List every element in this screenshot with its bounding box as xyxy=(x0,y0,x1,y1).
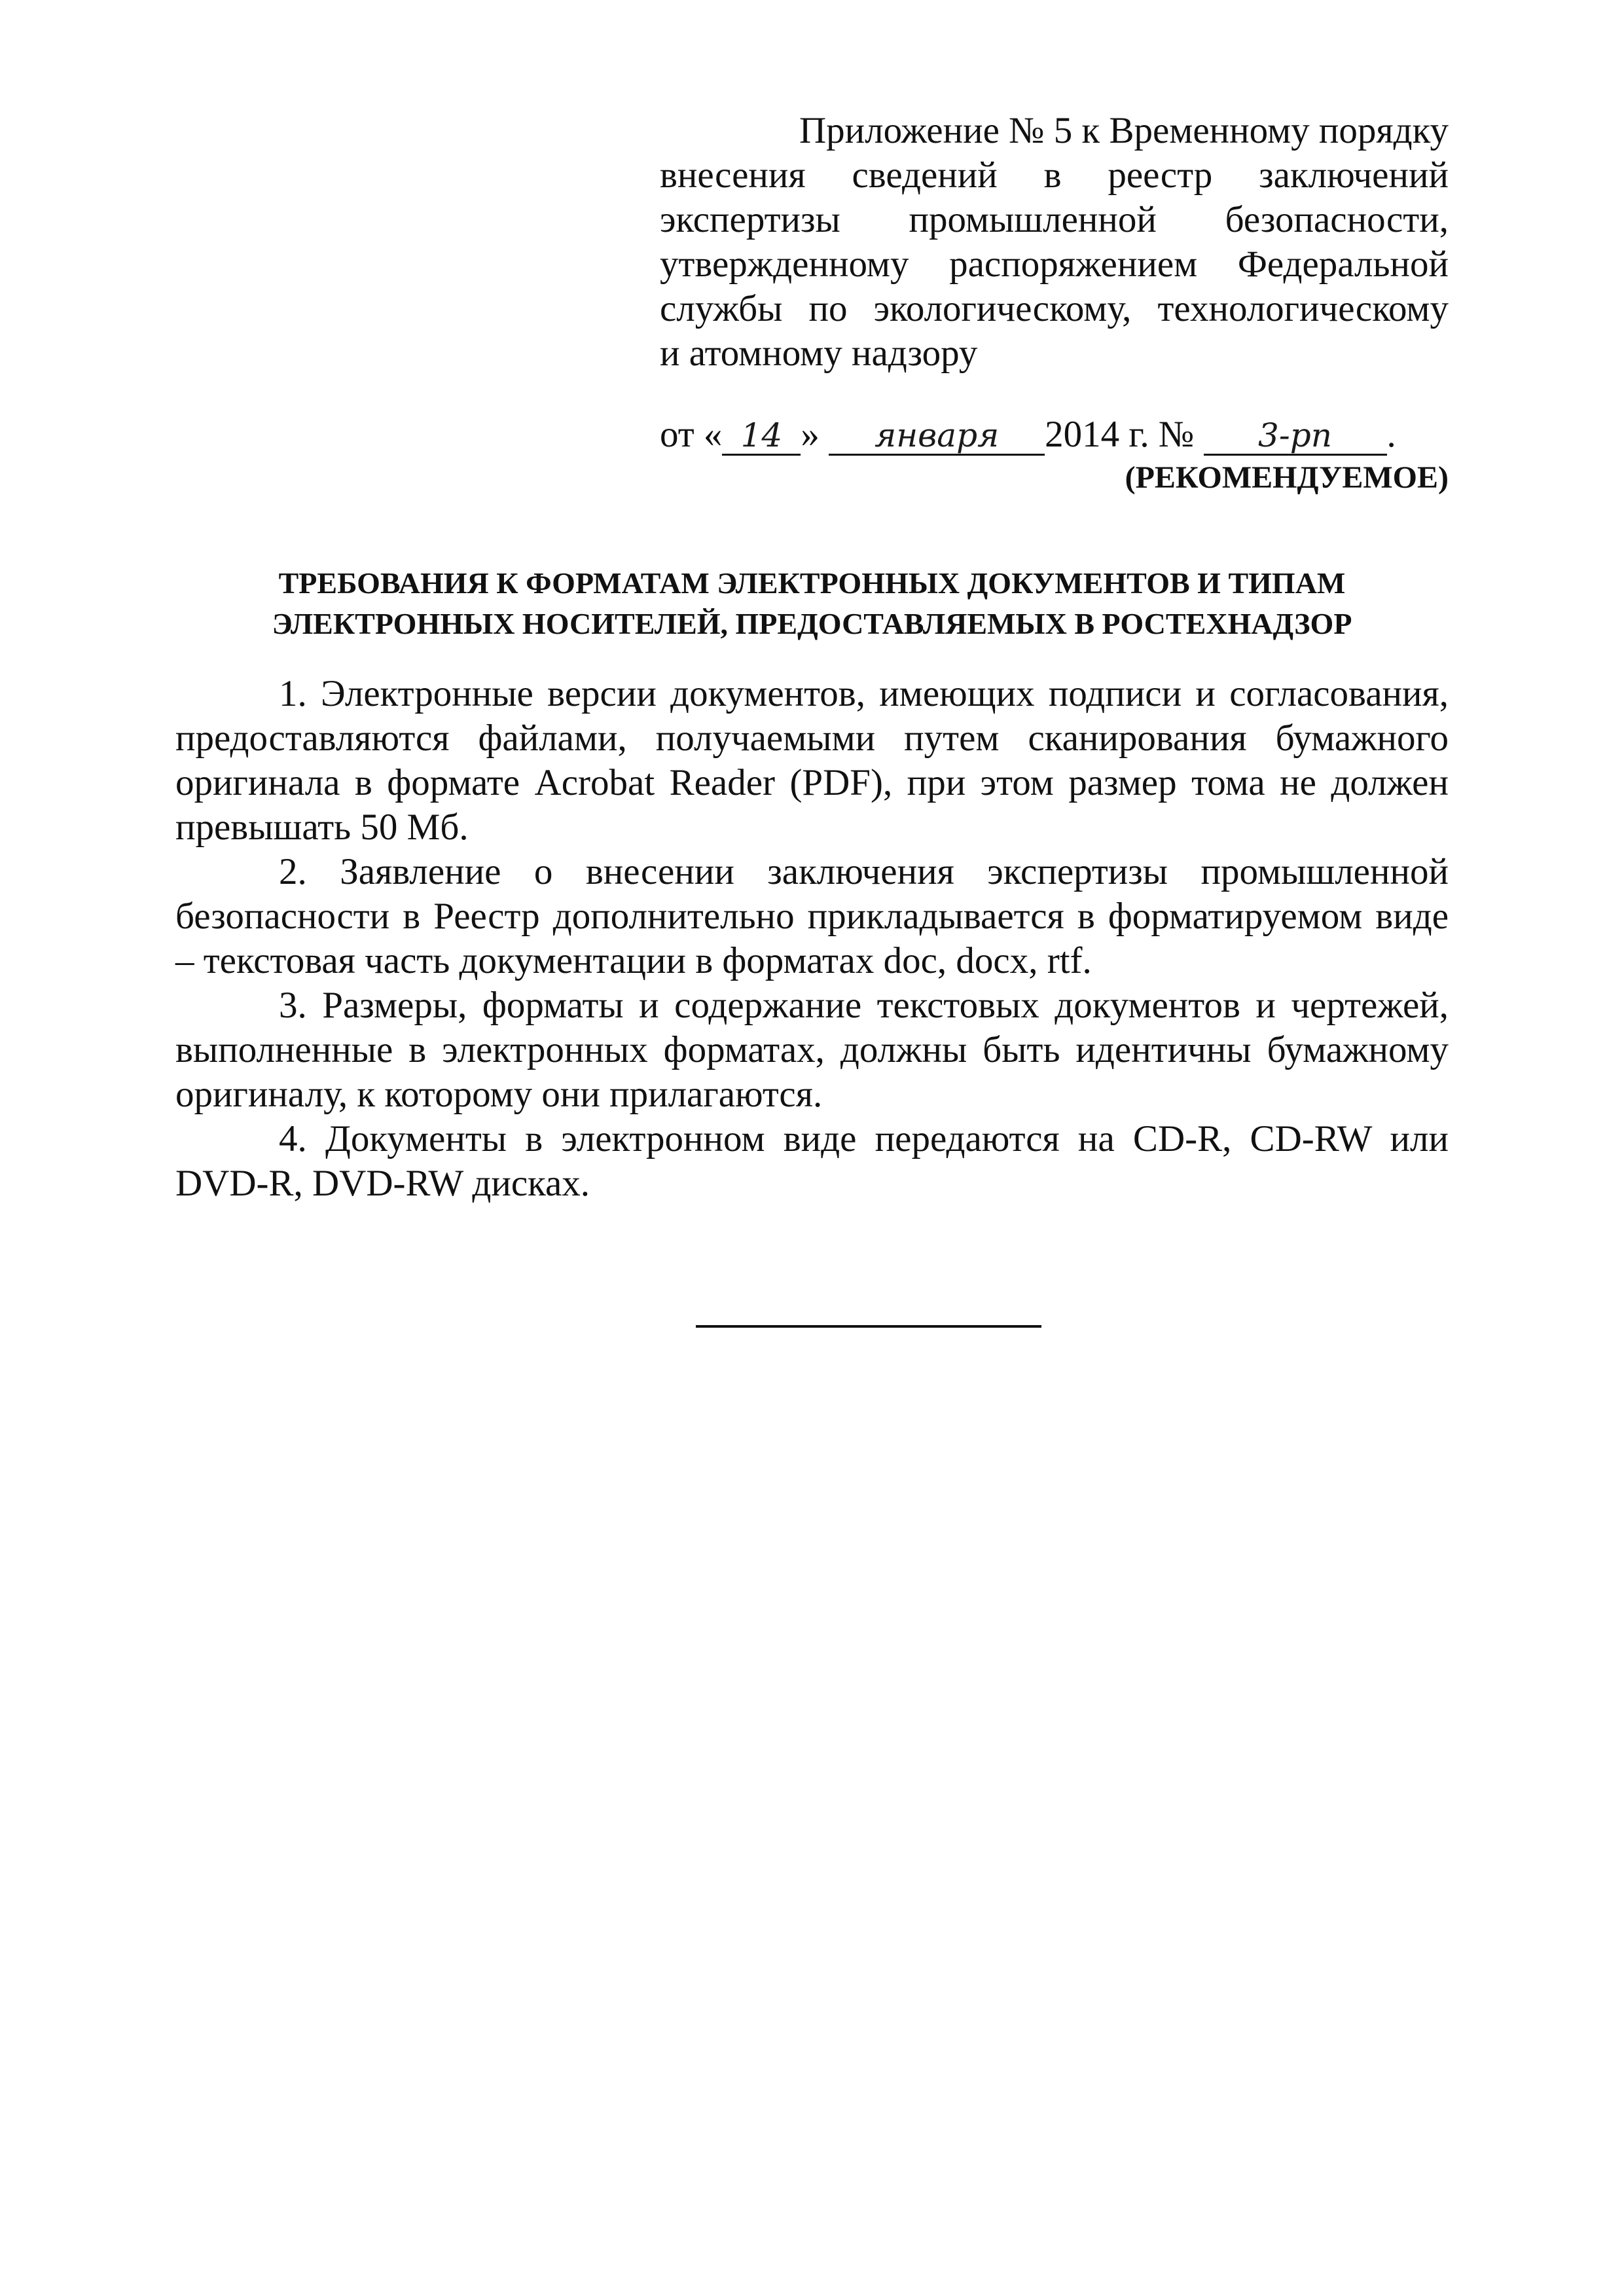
appendix-line: экспертизы промышленной безопасности, xyxy=(660,199,1449,240)
requirement-item: 4. Документы в электронном виде передаются на CD-R, CD-RW или DVD-R, DVD-RW дисках. xyxy=(175,1118,1449,1204)
document-title-line: ЭЛЕКТРОННЫХ НОСИТЕЛЕЙ, ПРЕДОСТАВЛЯЕМЫХ В РОСТЕХНАДЗОР xyxy=(272,607,1352,640)
requirements-list xyxy=(175,672,1449,1206)
appendix-line: и атомному надзору xyxy=(660,333,978,374)
appendix-line: внесения сведений в реестр заключений xyxy=(660,155,1449,196)
order-date-line xyxy=(660,412,1449,457)
closing-divider xyxy=(696,1325,1041,1328)
date-quote-close: » xyxy=(801,414,820,455)
recommended-label: (РЕКОМЕНДУЕМОЕ) xyxy=(1125,460,1449,495)
appendix-line: службы по экологическому, технологическому xyxy=(660,288,1449,329)
requirement-item: 2. Заявление о внесении заключения экспертизы промышленной безопасности в Реестр дополнительно прикладывается в форматируемом виде – текстовая часть документации в форматах doc, docx, rtf. xyxy=(175,851,1449,981)
date-day-handwritten: 14 xyxy=(722,417,801,456)
appendix-header xyxy=(660,109,1449,376)
order-number-handwritten: 3-рп xyxy=(1204,417,1387,456)
document-title-line: ТРЕБОВАНИЯ К ФОРМАТАМ ЭЛЕКТРОННЫХ ДОКУМЕНТОВ И ТИПАМ xyxy=(278,566,1346,600)
document-title xyxy=(175,563,1449,644)
appendix-line: утвержденному распоряжением Федеральной xyxy=(660,244,1449,285)
date-year: 2014 г. № xyxy=(1045,414,1195,455)
date-month-handwritten: января xyxy=(829,417,1045,456)
appendix-line: Приложение № 5 к Временному порядку xyxy=(799,110,1449,151)
date-prefix: от « xyxy=(660,414,723,455)
date-suffix: . xyxy=(1386,414,1396,455)
requirement-item: 3. Размеры, форматы и содержание текстовых документов и чертежей, выполненные в электронных форматах, должны быть идентичны бумажному оригиналу, к которому они прилагаются. xyxy=(175,985,1449,1115)
requirement-item: 1. Электронные версии документов, имеющих подписи и согласования, предоставляются файлами, получаемыми путем сканирования бумажного оригинала в формате Acrobat Reader (PDF), при этом размер тома не должен превышать 50 Мб. xyxy=(175,673,1449,848)
